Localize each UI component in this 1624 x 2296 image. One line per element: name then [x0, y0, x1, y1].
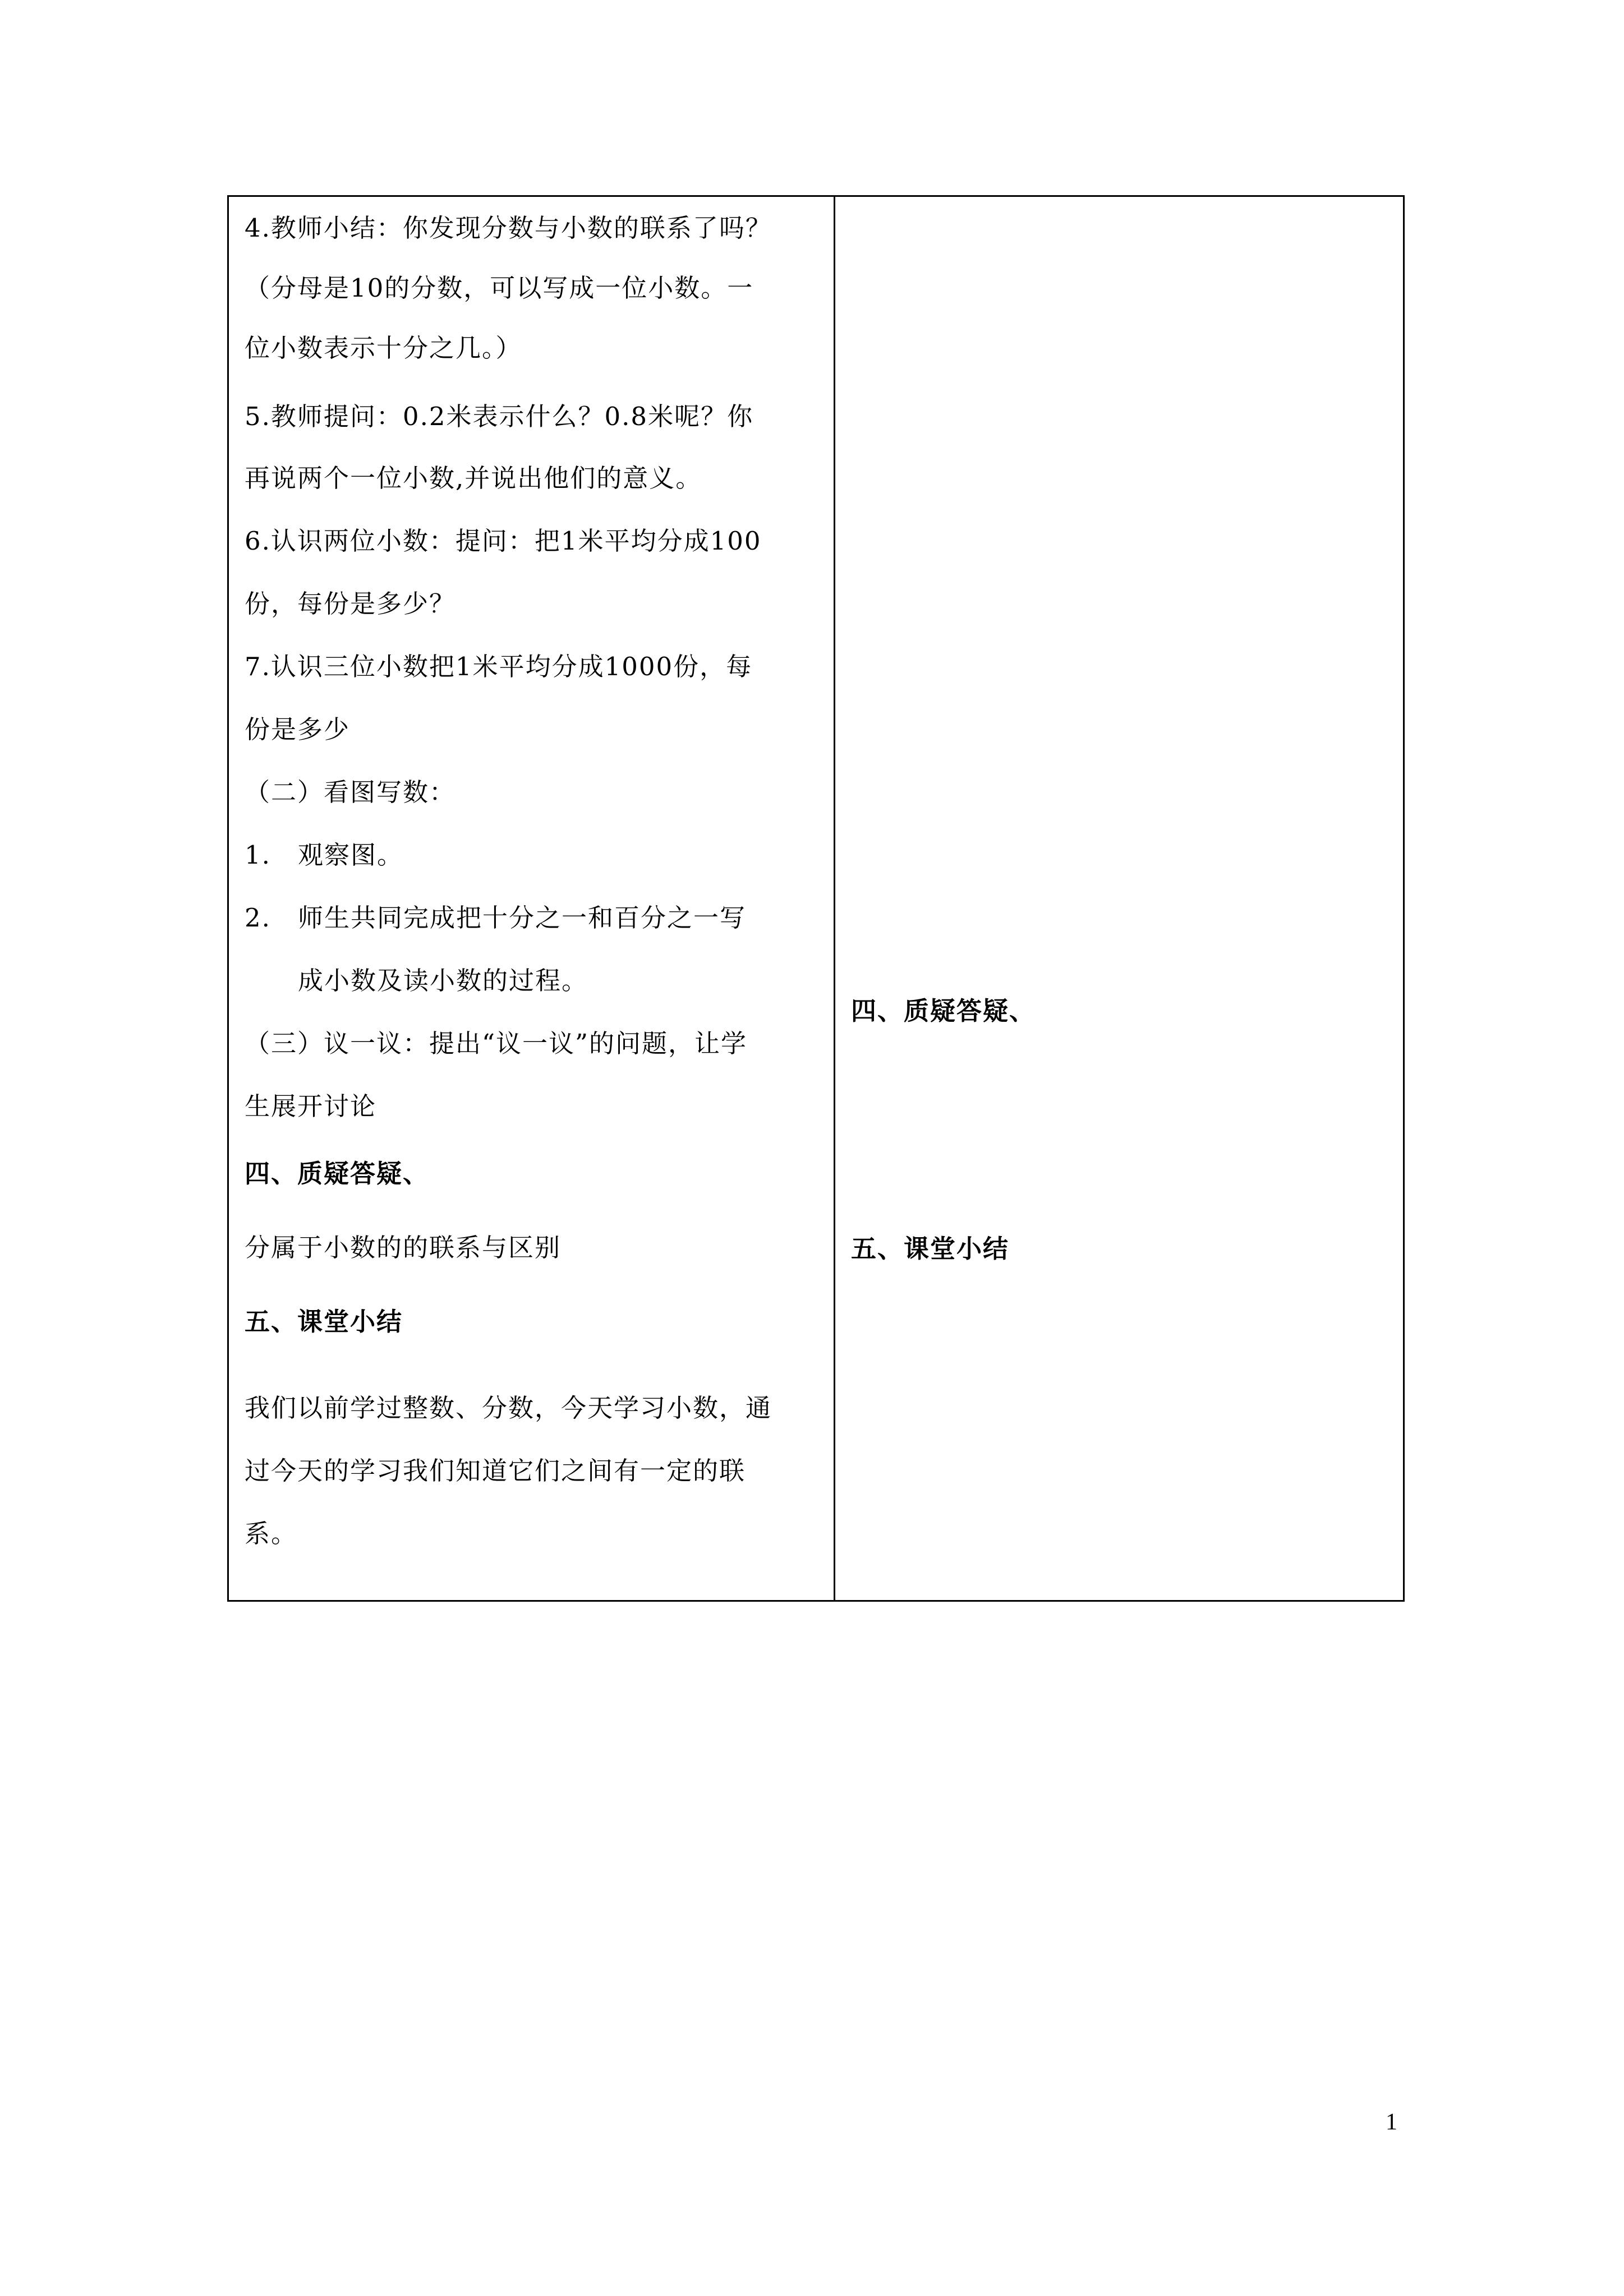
teaching-process-content	[229, 197, 834, 1600]
list-text-continued: 成小数及读小数的过程。	[298, 966, 588, 995]
list-item	[245, 824, 822, 887]
teacher-summary-line-3: 位小数表示十分之几。）	[245, 333, 522, 363]
list-text: 观察图。	[298, 840, 404, 870]
list-text: 师生共同完成把十分之一和百分之一写	[298, 903, 747, 933]
page-number: 1	[1386, 2109, 1397, 2135]
section-2-heading: （二）看图写数：	[245, 777, 456, 807]
lesson-plan-table	[227, 195, 1405, 1602]
table-row	[228, 196, 1404, 1601]
right-class-summary-heading: 五、课堂小结	[851, 1234, 1010, 1264]
q-and-a-text: 分属于小数的的联系与区别	[245, 1233, 562, 1262]
teacher-summary-line-1: 4.教师小结：你发现分数与小数的联系了吗？	[245, 213, 772, 243]
design-intent-cell	[835, 196, 1404, 1601]
section-3-line-2: 生展开讨论	[245, 1091, 377, 1121]
three-digit-decimal-line-1: 7.认识三位小数把1米平均分成1000份，每	[245, 652, 753, 681]
design-intent-content	[835, 197, 1403, 1600]
teacher-question-line-2: 再说两个一位小数,并说出他们的意义。	[245, 463, 702, 493]
list-item	[245, 887, 822, 1012]
summary-line-1: 我们以前学过整数、分数，今天学习小数，通	[245, 1393, 772, 1423]
q-and-a-heading: 四、质疑答疑、	[245, 1159, 430, 1188]
list-number: 1.	[245, 840, 271, 870]
three-digit-decimal-line-2: 份是多少	[245, 714, 351, 744]
two-digit-decimal-line-1: 6.认识两位小数：提问：把1米平均分成100	[245, 526, 762, 556]
list-number: 2.	[245, 903, 271, 933]
right-q-and-a-heading: 四、质疑答疑、	[851, 996, 1036, 1026]
class-summary-heading: 五、课堂小结	[245, 1307, 403, 1336]
summary-line-3: 系。	[245, 1519, 298, 1548]
teacher-summary-line-2: （分母是10的分数，可以写成一位小数。一	[245, 273, 754, 303]
summary-line-2: 过今天的学习我们知道它们之间有一定的联	[245, 1456, 746, 1486]
teaching-process-cell	[228, 196, 835, 1601]
two-digit-decimal-line-2: 份，每份是多少？	[245, 589, 456, 619]
teacher-question-line-1: 5.教师提问：0.2米表示什么？0.8米呢？你	[245, 402, 754, 431]
section-3-line-1: （三）议一议：提出“议一议”的问题，让学	[245, 1029, 748, 1058]
